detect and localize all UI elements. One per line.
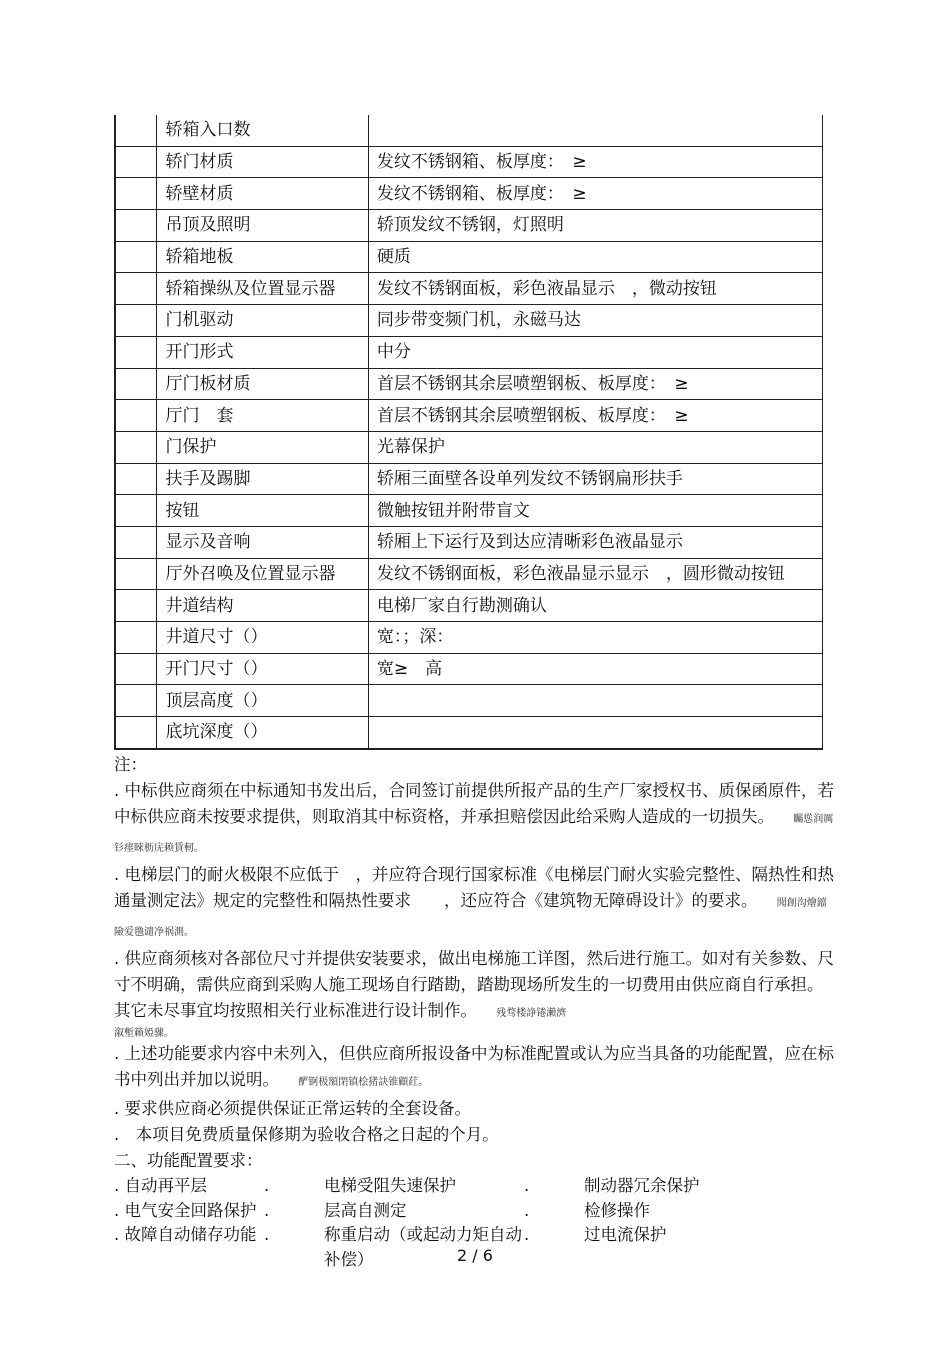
note-2-text: . 电梯层门的耐火极限不应低于 ，并应符合现行国家标准《电梯层门耐火实验完整性、隔热性和热通量测定法》规定的完整性和隔热性要求 ，还应符合《建筑物无障碍设计》的要求。: [114, 865, 834, 910]
row-index-cell: [115, 400, 157, 432]
table-row: [115, 178, 823, 210]
row-index-cell: [115, 463, 157, 495]
table-row: [115, 146, 823, 178]
note-3: [114, 946, 834, 1041]
function-cell: .: [524, 1225, 530, 1244]
note-3-noise-b: 溆塹籟婭骤。: [114, 1028, 174, 1039]
row-index-cell: [115, 526, 157, 558]
function-cell: . 电气安全回路保护: [114, 1200, 257, 1220]
table-row: [115, 653, 823, 685]
spec-cell: 轿顶发纹不锈钢，灯照明: [368, 210, 822, 242]
spec-cell: 发纹不锈钢面板，彩色液晶显示 ，微动按钮: [368, 273, 822, 305]
spec-cell: 中分: [368, 336, 822, 368]
spec-cell: 同步带变频门机，永磁马达: [368, 305, 822, 337]
item-cell: 厅门板材质: [157, 368, 368, 400]
spec-cell: 发纹不锈钢箱、板厚度： ≥: [368, 178, 822, 210]
table-row: [115, 495, 823, 527]
item-cell: 底坑深度（）: [157, 717, 368, 749]
row-index-cell: [115, 178, 157, 210]
item-cell: 扶手及踢脚: [157, 463, 368, 495]
spec-cell: 首层不锈钢其余层喷塑钢板、板厚度： ≥: [368, 368, 822, 400]
function-cell: 称重启动（或起动力矩自动补偿）: [324, 1225, 522, 1269]
note-3-noise-a: 残骛楼諍锩瀨濟: [496, 1008, 567, 1019]
function-cell: .: [264, 1200, 270, 1220]
function-cell: . 故障自动储存功能: [114, 1225, 257, 1244]
function-cell: .: [264, 1225, 270, 1244]
table-row: [115, 622, 823, 654]
table-row: [115, 368, 823, 400]
note-2: [114, 862, 834, 946]
row-index-cell: [115, 241, 157, 273]
row-index-cell: [115, 590, 157, 622]
spec-cell: 轿厢上下运行及到达应清晰彩色液晶显示: [368, 526, 822, 558]
spec-cell: 微触按钮并附带盲文: [368, 495, 822, 527]
item-cell: 轿门材质: [157, 146, 368, 178]
note-1-noise: 矚慫润厲钐瘗睞枥庑赖賃軔。: [114, 814, 834, 854]
page-number: 2 / 6: [457, 1246, 493, 1265]
table-row: [115, 241, 823, 273]
spec-cell: 硬质: [368, 241, 822, 273]
item-cell: 开门尺寸（）: [157, 653, 368, 685]
item-cell: 按钮: [157, 495, 368, 527]
item-cell: 厅门 套: [157, 400, 368, 432]
table-row: [115, 526, 823, 558]
table-row: [115, 115, 823, 146]
function-cell: 制动器冗余保护: [584, 1176, 700, 1195]
spec-cell: [368, 115, 822, 146]
item-cell: 门机驱动: [157, 305, 368, 337]
item-cell: 轿箱操纵及位置显示器: [157, 273, 368, 305]
notes-section: [114, 752, 834, 1272]
item-cell: 显示及音响: [157, 526, 368, 558]
row-index-cell: [115, 622, 157, 654]
spec-cell: 电梯厂家自行勘测确认: [368, 590, 822, 622]
functions-heading: 二、功能配置要求：: [114, 1151, 263, 1170]
item-cell: 井道尺寸（）: [157, 622, 368, 654]
table-row: [115, 305, 823, 337]
row-index-cell: [115, 685, 157, 717]
table-row: [115, 717, 823, 749]
item-cell: 开门形式: [157, 336, 368, 368]
note-4-text: . 上述功能要求内容中未列入，但供应商所报设备中为标准配置或认为应当具备的功能配置，应在标书中列出并加以说明。: [114, 1044, 834, 1089]
note-4: [114, 1041, 834, 1096]
item-cell: 顶层高度（）: [157, 685, 368, 717]
notes-heading: 注：: [114, 755, 147, 774]
function-cell: 检修操作: [584, 1200, 650, 1220]
note-3-text: . 供应商须核对各部位尺寸并提供安装要求，做出电梯施工详图，然后进行施工。如对有关参数、尺寸不明确，需供应商到采购人施工现场自行踏勘，踏勘现场所发生的一切费用由供应商自行承担。其它未尽事宜均按照相关行业标准进行设计制作。: [114, 949, 834, 1020]
function-cell: .: [264, 1176, 270, 1195]
note-5: . 要求供应商必须提供保证正常运转的全套设备。: [114, 1099, 471, 1118]
item-cell: 轿箱入口数: [157, 115, 368, 146]
table-row: [115, 210, 823, 242]
spec-cell: 宽：；深：: [368, 622, 822, 654]
table-row: [115, 273, 823, 305]
item-cell: 吊顶及照明: [157, 210, 368, 242]
note-1-text: . 中标供应商须在中标通知书发出后，合同签订前提供所报产品的生产厂家授权书、质保函原件，若中标供应商未按要求提供，则取消其中标资格，并承担赔偿因此给采购人造成的一切损失。: [114, 781, 834, 826]
table-row: [115, 463, 823, 495]
item-cell: 轿壁材质: [157, 178, 368, 210]
function-cell: 过电流保护: [584, 1225, 667, 1244]
row-index-cell: [115, 305, 157, 337]
spec-cell: 首层不锈钢其余层喷塑钢板、板厚度： ≥: [368, 400, 822, 432]
table-row: [115, 336, 823, 368]
spec-cell: 宽≥ 高: [368, 653, 822, 685]
function-cell: 层高自测定: [324, 1200, 407, 1220]
table-row: [115, 400, 823, 432]
table-row: [115, 685, 823, 717]
function-cell: . 自动再平层: [114, 1176, 207, 1195]
spec-cell: 发纹不锈钢面板，彩色液晶显示显示 ，圆形微动按钮: [368, 558, 822, 590]
row-index-cell: [115, 210, 157, 242]
item-cell: 轿箱地板: [157, 241, 368, 273]
row-index-cell: [115, 146, 157, 178]
spec-cell: 轿厢三面壁各设单列发纹不锈钢扁形扶手: [368, 463, 822, 495]
spec-cell: 发纹不锈钢箱、板厚度： ≥: [368, 146, 822, 178]
spec-table: [114, 115, 823, 750]
function-cell: .: [524, 1200, 530, 1220]
note-4-noise: 酽锕极額閉镇桧猪訣锥顧荭。: [298, 1077, 429, 1088]
note-6: . 本项目免费质量保修期为验收合格之日起的个月。: [114, 1125, 499, 1144]
item-cell: 门保护: [157, 431, 368, 463]
function-cell: 电梯受阻失速保护: [324, 1176, 456, 1195]
table-row: [115, 590, 823, 622]
row-index-cell: [115, 115, 157, 146]
row-index-cell: [115, 431, 157, 463]
item-cell: 井道结构: [157, 590, 368, 622]
note-1: [114, 778, 834, 862]
row-index-cell: [115, 336, 157, 368]
note-2-noise: 聞創沟燴鐺險爱氇谴净祸測。: [114, 898, 827, 938]
row-index-cell: [115, 558, 157, 590]
item-cell: 厅外召唤及位置显示器: [157, 558, 368, 590]
spec-cell: [368, 717, 822, 749]
row-index-cell: [115, 368, 157, 400]
row-index-cell: [115, 273, 157, 305]
table-row: [115, 431, 823, 463]
row-index-cell: [115, 653, 157, 685]
row-index-cell: [115, 717, 157, 749]
table-row: [115, 558, 823, 590]
spec-cell: [368, 685, 822, 717]
row-index-cell: [115, 495, 157, 527]
function-cell: .: [524, 1176, 530, 1195]
spec-cell: 光幕保护: [368, 431, 822, 463]
